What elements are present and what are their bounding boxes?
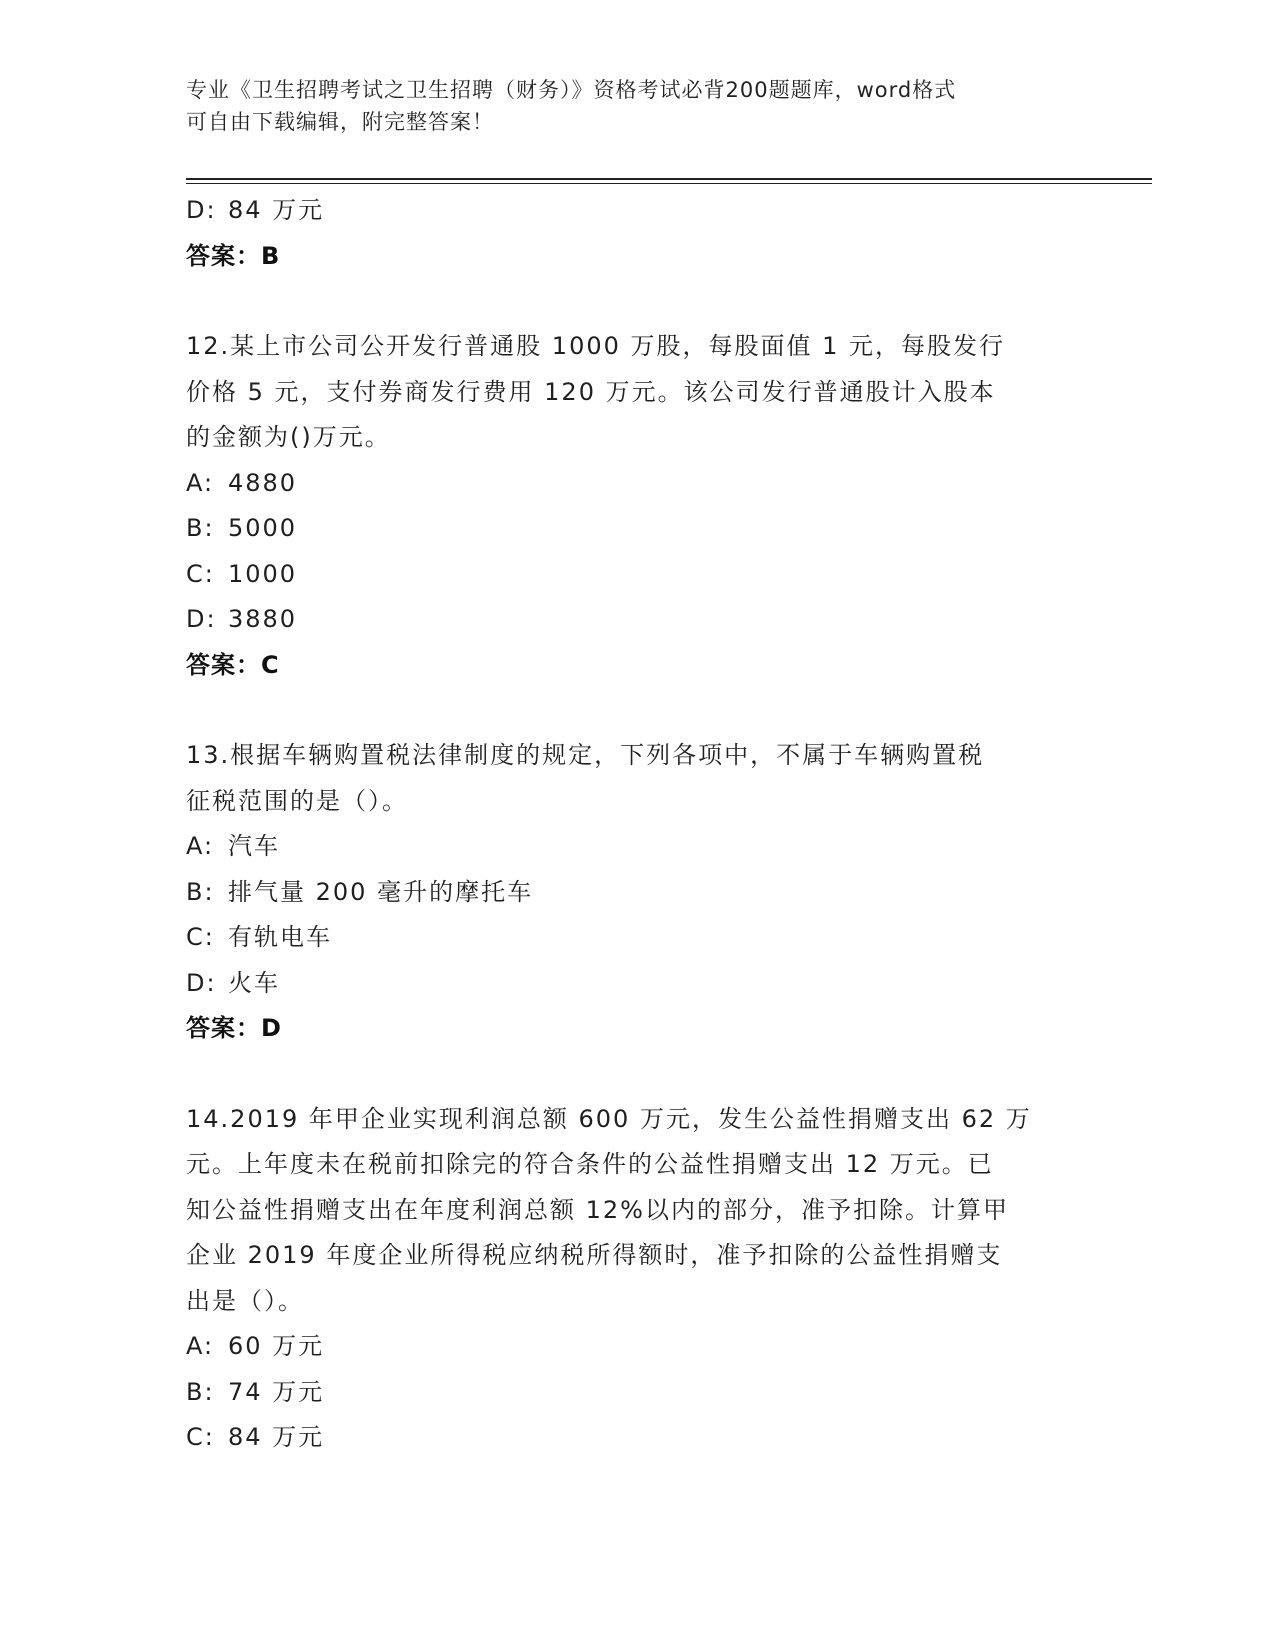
page-header [186,74,1066,138]
option-a [186,461,1076,507]
option-text: 84 万元 [228,196,325,224]
option-c [186,915,1076,961]
question-text-line: 13.根据车辆购置税法律制度的规定，下列各项中，不属于车辆购置税 [186,741,985,769]
option-text: 有轨电车 [228,923,332,951]
option-c [186,1415,1076,1461]
option-label: C: [186,923,215,951]
option-d [186,188,1076,234]
option-a [186,1324,1076,1370]
option-text: 5000 [228,514,298,542]
header-rule-thick [186,178,1152,180]
option-b [186,1370,1076,1416]
question-text-line: 征税范围的是（）。 [186,786,408,815]
option-label: A: [186,468,215,497]
document-body [186,188,1076,1461]
option-text: 74 万元 [228,1377,325,1406]
question-text-line: 出是（）。 [186,1286,304,1315]
option-label: D: [186,968,217,997]
option-text: 84 万元 [228,1423,325,1451]
option-label: D: [186,605,217,633]
option-label: A: [186,1332,215,1360]
option-text: 汽车 [228,832,280,860]
option-label: B: [186,514,215,542]
option-b [186,870,1076,916]
answer-line: 答案：C [186,650,280,679]
option-c [186,552,1076,598]
question-text-line: 的金额为()万元。 [186,423,391,451]
question-text-line: 价格 5 元，支付券商发行费用 120 万元。该公司发行普通股计入股本 [186,377,996,406]
question-text-line: 14.2019 年甲企业实现利润总额 600 万元，发生公益性捐赠支出 62 万 [186,1104,1032,1133]
option-label: B: [186,1377,215,1406]
option-text: 排气量 200 毫升的摩托车 [228,877,534,906]
option-text: 60 万元 [228,1332,325,1360]
option-label: A: [186,832,215,860]
answer-line: 答案：B [186,241,281,270]
header-title-line-1: 专业《卫生招聘考试之卫生招聘（财务）》资格考试必背200题题库，word格式 [186,78,957,102]
spacer [186,279,1076,324]
option-label: B: [186,877,215,906]
option-a [186,824,1076,870]
question-text-line: 元。上年度未在税前扣除完的符合条件的公益性捐赠支出 12 万元。已 [186,1150,994,1178]
option-d [186,597,1076,643]
option-label: C: [186,1423,215,1451]
header-title-line-2: 可自由下载编辑，附完整答案！ [186,110,494,134]
option-text: 1000 [228,559,298,588]
option-label: C: [186,559,215,588]
question-12 [186,324,1076,688]
answer-line: 答案：D [186,1014,282,1042]
question-text-line: 企业 2019 年度企业所得税应纳税所得额时，准予扣除的公益性捐赠支 [186,1241,1003,1269]
option-text: 火车 [228,968,280,997]
spacer [186,1052,1076,1097]
question-13 [186,733,1076,1052]
spacer [186,688,1076,733]
option-d [186,961,1076,1007]
option-label: D: [186,196,217,224]
question-text-line: 知公益性捐赠支出在年度利润总额 12%以内的部分，准予扣除。计算甲 [186,1195,1009,1224]
option-text: 3880 [228,605,298,633]
question-text-line: 12.某上市公司公开发行普通股 1000 万股，每股面值 1 元，每股发行 [186,332,1006,360]
question-14 [186,1097,1076,1461]
option-text: 4880 [228,468,298,497]
header-rule-thin [186,183,1152,184]
option-b [186,506,1076,552]
